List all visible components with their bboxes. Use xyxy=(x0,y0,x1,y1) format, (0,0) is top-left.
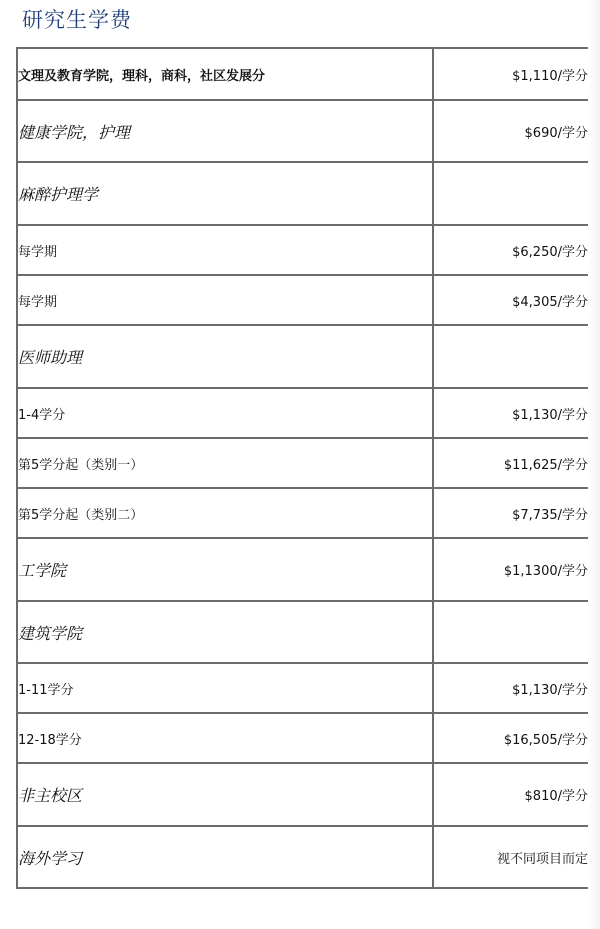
row-amount: $7,735/学分 xyxy=(433,488,589,538)
row-label: 1-4学分 xyxy=(17,388,433,438)
page-edge-shadow xyxy=(588,0,600,929)
row-amount: $16,505/学分 xyxy=(433,713,589,763)
table-row xyxy=(17,48,589,100)
table-row xyxy=(17,162,589,225)
row-label: 文理及教育学院，理科，商科，社区发展分 xyxy=(17,48,433,100)
table-row xyxy=(17,225,589,275)
table-row xyxy=(17,713,589,763)
table-row xyxy=(17,438,589,488)
page-title: 研究生学费 xyxy=(22,8,132,32)
row-label: 第5学分起（类别二） xyxy=(17,488,433,538)
table-row xyxy=(17,325,589,388)
row-amount: 视不同项目而定 xyxy=(433,826,589,888)
table-row xyxy=(17,663,589,713)
row-amount: $810/学分 xyxy=(433,763,589,826)
row-amount xyxy=(433,325,589,388)
table-row xyxy=(17,100,589,162)
row-amount: $1,1300/学分 xyxy=(433,538,589,601)
row-label: 健康学院，护理 xyxy=(17,100,433,162)
row-amount: $6,250/学分 xyxy=(433,225,589,275)
row-label: 海外学习 xyxy=(17,826,433,888)
row-amount: $1,130/学分 xyxy=(433,388,589,438)
row-amount: $1,130/学分 xyxy=(433,663,589,713)
row-amount: $11,625/学分 xyxy=(433,438,589,488)
row-label: 麻醉护理学 xyxy=(17,162,433,225)
row-amount: $690/学分 xyxy=(433,100,589,162)
row-label: 医师助理 xyxy=(17,325,433,388)
tuition-table xyxy=(16,47,590,889)
row-label: 1-11学分 xyxy=(17,663,433,713)
row-label: 每学期 xyxy=(17,275,433,325)
table-row xyxy=(17,275,589,325)
row-amount xyxy=(433,601,589,663)
row-amount: $1,110/学分 xyxy=(433,48,589,100)
row-label: 每学期 xyxy=(17,225,433,275)
table-row xyxy=(17,601,589,663)
row-label: 建筑学院 xyxy=(17,601,433,663)
table-row xyxy=(17,488,589,538)
table-row xyxy=(17,763,589,826)
row-amount: $4,305/学分 xyxy=(433,275,589,325)
table-row xyxy=(17,388,589,438)
row-label: 工学院 xyxy=(17,538,433,601)
row-amount xyxy=(433,162,589,225)
table-row xyxy=(17,538,589,601)
table-row xyxy=(17,826,589,888)
row-label: 第5学分起（类别一） xyxy=(17,438,433,488)
row-label: 12-18学分 xyxy=(17,713,433,763)
row-label: 非主校区 xyxy=(17,763,433,826)
